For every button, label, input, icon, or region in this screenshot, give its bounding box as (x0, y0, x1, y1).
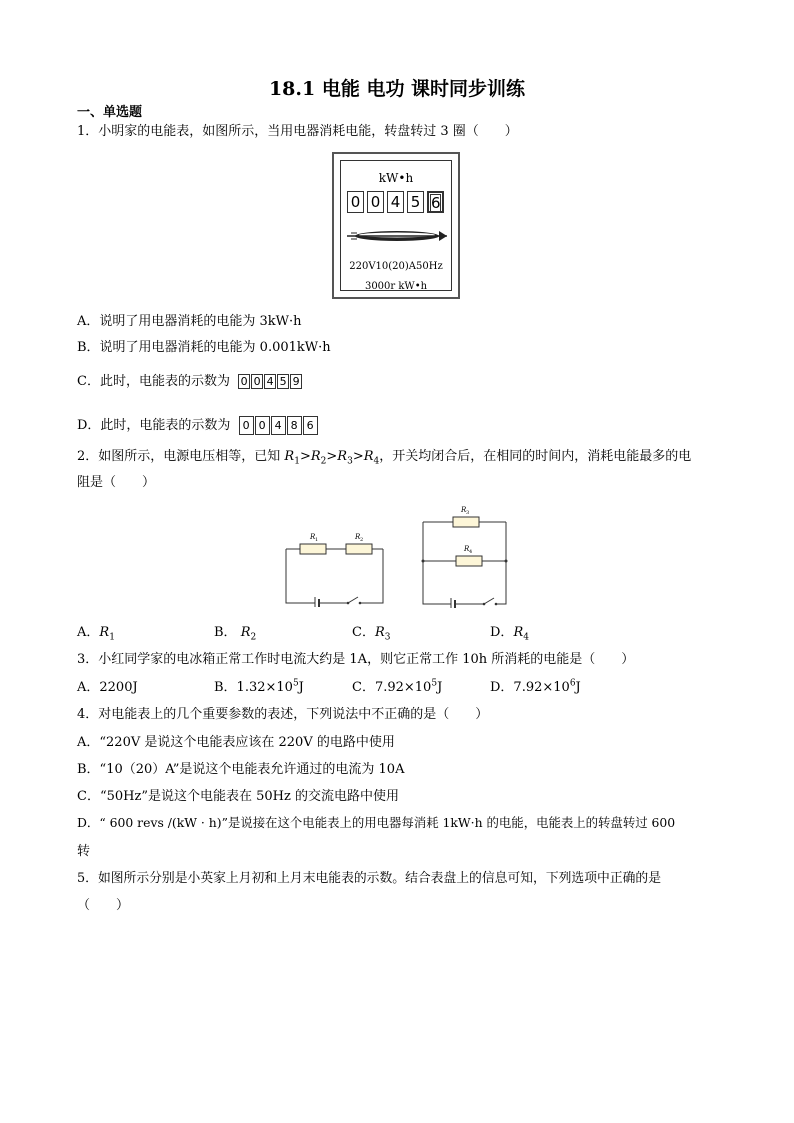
q4-option-b: B．“10（20）A”是说这个电能表允许通过的电流为 10A (77, 762, 405, 777)
q1-option-b: B．说明了用电器消耗的电能为 0.001kW·h (77, 340, 331, 355)
parallel-circuit-diagram (420, 500, 510, 608)
meter-digit: 4 (387, 191, 404, 213)
q4-option-a: A．“220V 是说这个电能表应该在 220V 的电路中使用 (77, 735, 395, 750)
q1-option-c: C．此时，电能表的示数为 0 0 4 5 9 (77, 374, 302, 389)
meter-disc-icon (343, 225, 455, 247)
q1-option-d: D．此时，电能表的示数为 0 0 4 8 6 (77, 416, 318, 435)
q3-option-b: B．$1.32\times 10^5J$ (214, 678, 304, 695)
meter-digit: 0 (367, 191, 384, 213)
series-circuit-diagram (282, 527, 387, 607)
q5-stem: 5．如图所示分别是小英家上月初和上月末电能表的示数。结合表盘上的信息可知，下列选项中正确的是 (77, 871, 662, 886)
svg-text:2: 2 (360, 537, 364, 543)
q2-option-b: B． $R_2$ (214, 625, 257, 643)
q2-stem-line2: 阻是（ ） (77, 475, 156, 490)
svg-text:R: R (355, 533, 361, 541)
q4-option-d: D．“ 600 revs /(kW · h)”是说接在这个电能表上的用电器每消耗 1kW·h 的电能，电能表上的转盘转过 600 (77, 815, 676, 830)
meter-digits (347, 191, 444, 213)
q4-option-d-cont: 转 (77, 844, 91, 859)
q2-stem: 2．如图所示，电源电压相等，已知 $R_1>R_2>R_3>R_4$，开关均闭合后，在相同的时间内，消耗电能最多的电 (77, 449, 692, 467)
svg-text:3: 3 (466, 510, 470, 516)
page-title: 18.1 电能 电功 课时同步训练 (268, 78, 526, 100)
q1-stem: 1．小明家的电能表，如图所示，当用电器消耗电能，转盘转过 3 圈（ ） (77, 124, 518, 139)
meter-spec-rating: 220V10(20)A50Hz (349, 261, 443, 272)
svg-text:1: 1 (315, 537, 319, 543)
meter-spec-revs: 3000r kW•h (364, 281, 428, 292)
meter-digit: 5 (407, 191, 424, 213)
svg-text:R: R (464, 545, 470, 553)
q3-option-d: D．$7.92\times 10^6J$ (490, 678, 581, 695)
svg-text:4: 4 (469, 549, 473, 555)
q1-option-d-digits: 0 0 4 8 6 (239, 416, 318, 435)
q2-option-d: D．$R_4$ (490, 625, 529, 643)
q5-stem-line2: （ ） (77, 898, 130, 913)
q3-stem: 3．小红同学家的电冰箱正常工作时电流大约是 1A，则它正常工作 10h 所消耗的电能是（ ） (77, 652, 635, 667)
q1-option-a: A．说明了用电器消耗的电能为 3kW·h (77, 314, 302, 329)
q3-option-c: C．$7.92\times 10^5J$ (352, 678, 443, 695)
q4-option-c: C．“50Hz”是说这个电能表在 50Hz 的交流电路中使用 (77, 789, 399, 804)
q3-option-a: A．2200J (77, 680, 138, 695)
q1-option-c-digits: 0 0 4 5 9 (238, 374, 302, 389)
svg-text:R: R (461, 506, 467, 514)
svg-text:R: R (310, 533, 316, 541)
q4-stem: 4．对电能表上的几个重要参数的表述，下列说法中不正确的是（ ） (77, 707, 489, 722)
q2-option-c: C．$R_3$ (352, 625, 391, 643)
section-heading: 一、单选题 (77, 105, 143, 120)
electric-meter-figure (332, 152, 460, 299)
meter-digit-decimal: 6 (427, 191, 444, 213)
meter-unit: kW•h (378, 171, 414, 185)
meter-digit: 0 (347, 191, 364, 213)
q2-option-a: A．$R_1$ (77, 625, 115, 643)
